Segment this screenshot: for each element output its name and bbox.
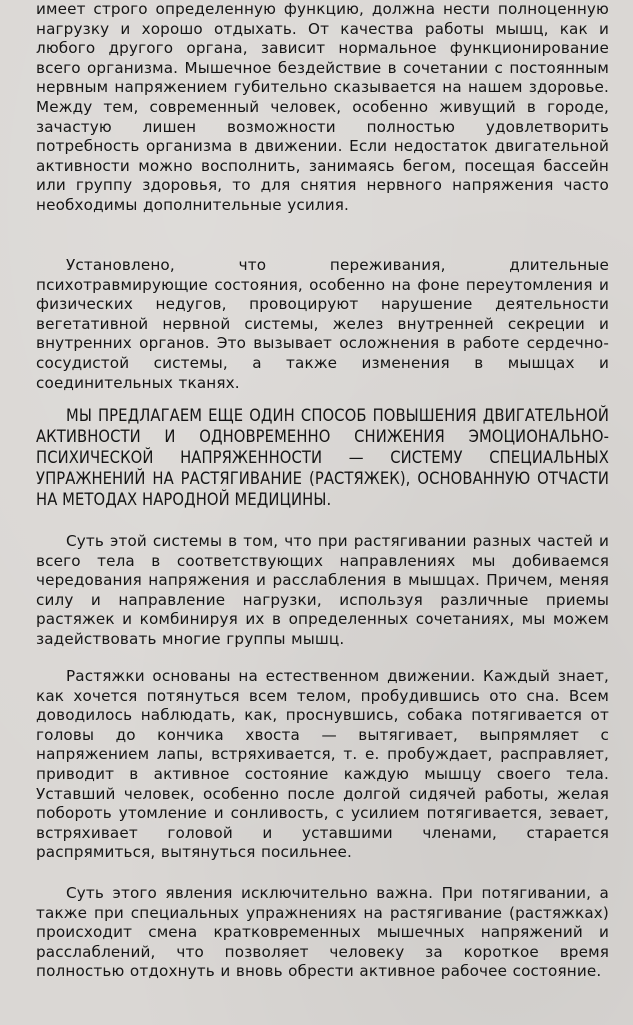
paragraph-body-2: Установлено, что переживания, длительные психотравмирующие состояния, особенно на фоне переутомления и физических недугов, провоцируют нарушение деятельности вегетативной нервной системы, желез внутренней секреции и внутренних органов. Это вызывает осложнения в работе сердечно-сосудистой системы, а также изменения в мышцах и соединительных тканях. xyxy=(36,256,609,392)
paragraph-body-1: имеет строго определенную функцию, должна нести полноценную нагрузку и хорошо отдыхать. От качества работы мышц, как и любого другого органа, зависит нормальное функционирование всего организма. Мышечное бездействие в сочетании с постоянным нервным напряжением губительно сказывается на нашем здоровье. Между тем, современный человек, особенно живущий в городе, зачастую лишен возможности полностью удовлетворить потребность организма в движении. Если недостаток двигательной активности можно восполнить, занимаясь бегом, посещая бассейн или группу здоровья, то для снятия нервного напряжения часто необходимы дополнительные усилия. xyxy=(36,0,609,214)
paragraph-body-5: Суть этого явления исключительно важна. При потягивании, а также при специальных упражнениях на растягивание (растяжках) происходит смена кратковременных мышечных напряжений и расслаблений, что позволяет человеку за короткое время полностью отдохнуть и вновь обрести активное рабочее состояние. xyxy=(36,884,609,981)
paragraph-body-3: Суть этой системы в том, что при растягивании разных частей и всего тела в соответствующих направлениях мы добиваемся чередования напряжения и расслабления в мышцах. Причем, меняя силу и направление нагрузки, используя различные приемы растяжек и комбинируя их в определенных сочетаниях, мы можем задействовать многие группы мышц. xyxy=(36,532,609,648)
highlighted-statement: МЫ ПРЕДЛАГАЕМ ЕЩЕ ОДИН СПОСОБ ПОВЫШЕНИЯ ДВИГАТЕЛЬНОЙ АКТИВНОСТИ И ОДНОВРЕМЕННО СНИЖЕНИЯ ЭМОЦИОНАЛЬНО-ПСИХИЧЕСКОЙ НАПРЯЖЕННОСТИ — СИСТЕМУ СПЕЦИАЛЬНЫХ УПРАЖНЕНИЙ НА РАСТЯГИВАНИЕ (РАСТЯЖЕК), ОСНОВАННУЮ ОТЧАСТИ НА МЕТОДАХ НАРОДНОЙ МЕДИЦИНЫ. xyxy=(36,406,609,509)
paragraph-body-4: Растяжки основаны на естественном движении. Каждый знает, как хочется потянуться всем телом, пробудившись ото сна. Всем доводилось наблюдать, как, проснувшись, собака потягивается от головы до кончика хвоста — вытягивает, выпрямляет с напряжением лапы, встряхивается, т. е. пробуждает, расправляет, приводит в активное состояние каждую мышцу своего тела. Уставший человек, особенно после долгой сидячей работы, желая побороть утомление и сонливость, с усилием потягивается, зевает, встряхивает головой и уставшими членами, старается распрямиться, вытянуться посильнее. xyxy=(36,667,609,862)
